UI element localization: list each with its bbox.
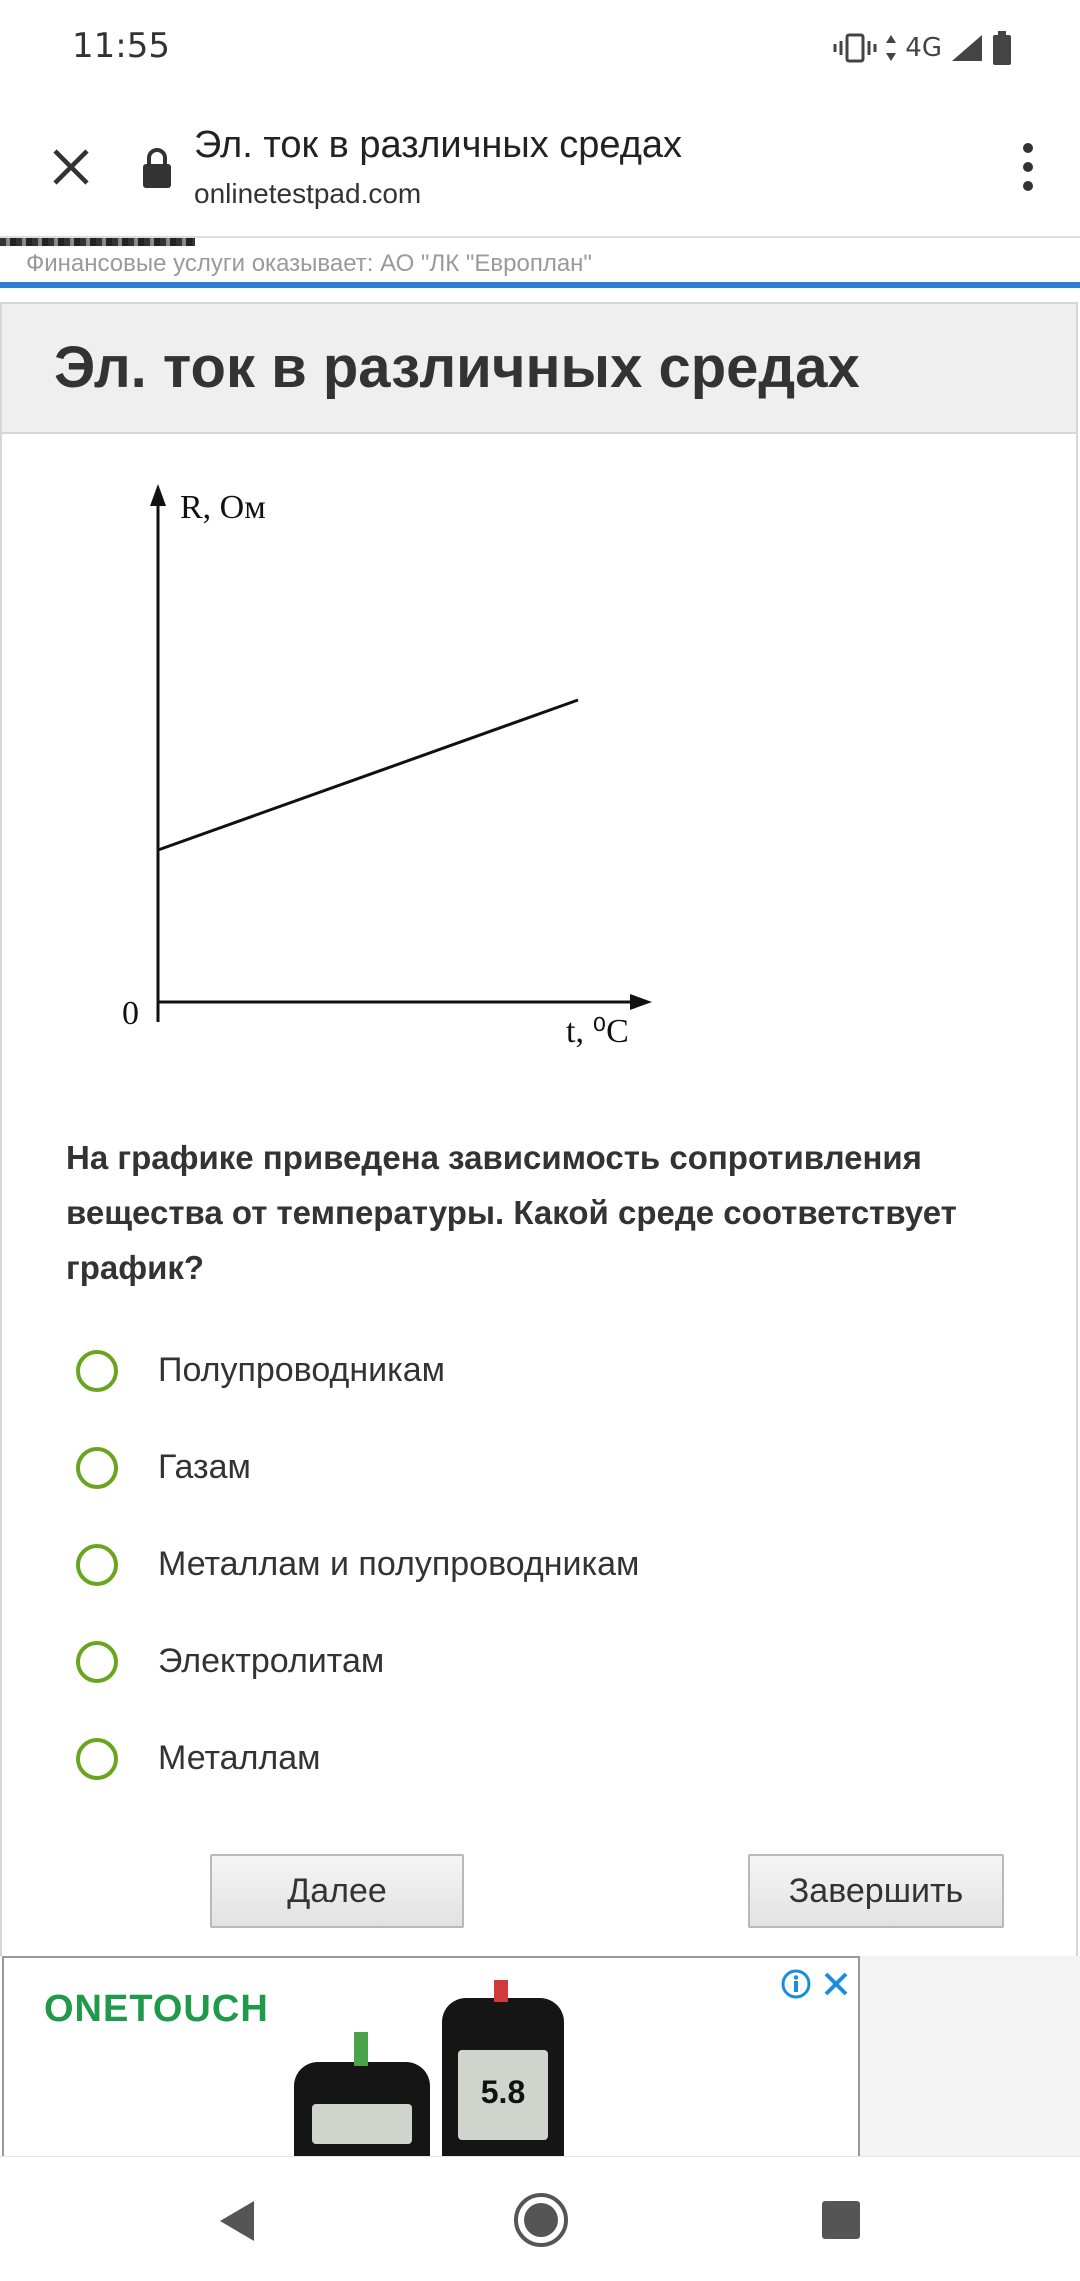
lock-icon	[140, 146, 174, 190]
ad-side-area	[860, 1956, 1080, 2156]
test-content	[0, 302, 1078, 1956]
ad-meter-reading: 5.8	[480, 2074, 526, 2110]
vibrate-icon	[833, 33, 877, 63]
radio-button[interactable]	[76, 1350, 118, 1392]
ad-banner[interactable]	[2, 1956, 860, 2156]
banner-image	[0, 238, 195, 246]
data-arrows-icon	[885, 33, 897, 63]
x-axis-label: t, ⁰C	[566, 1013, 629, 1050]
battery-icon	[992, 31, 1012, 65]
ad-test-strip	[354, 2032, 368, 2066]
answer-option-label: Металлам	[158, 1739, 321, 1777]
answer-option[interactable]	[76, 1710, 976, 1807]
banner-text: Финансовые услуги оказывает: АО "ЛК "Европлан"	[26, 250, 592, 277]
answer-option[interactable]	[76, 1613, 976, 1710]
y-axis-label: R, Ом	[180, 489, 266, 526]
question-text: На графике приведена зависимость сопротивления вещества от температуры. Какой среде соответствует график?	[66, 1139, 957, 1286]
radio-button[interactable]	[76, 1738, 118, 1780]
status-icons	[833, 28, 1012, 68]
radio-button[interactable]	[76, 1447, 118, 1489]
ad-info-icon[interactable]	[780, 1968, 812, 2000]
resistance-line	[158, 700, 578, 850]
status-time: 11:55	[72, 26, 170, 66]
page-progress-line	[0, 282, 1080, 288]
x-axis-arrow-icon	[630, 994, 652, 1010]
resistance-temperature-graph	[112, 474, 672, 1054]
answer-option[interactable]	[76, 1516, 976, 1613]
finish-button[interactable]: Завершить	[748, 1854, 1004, 1928]
recents-icon[interactable]	[822, 2201, 860, 2239]
ad-brand-logo: ONETOUCH	[44, 1988, 269, 2030]
answer-option[interactable]	[76, 1419, 976, 1516]
back-icon[interactable]	[214, 2197, 262, 2245]
dot-icon	[1023, 143, 1033, 153]
answer-options	[76, 1322, 976, 1807]
answer-option-label: Электролитам	[158, 1642, 385, 1680]
page-url[interactable]: onlinetestpad.com	[194, 178, 422, 209]
ad-meter-small	[294, 2062, 430, 2156]
y-axis-arrow-icon	[150, 484, 166, 506]
origin-label: 0	[122, 995, 139, 1032]
close-icon	[51, 147, 91, 187]
close-button[interactable]	[36, 132, 106, 202]
ad-close-icon[interactable]	[818, 1966, 854, 2002]
answer-option-label: Полупроводникам	[158, 1351, 446, 1389]
system-nav-bar	[0, 2156, 1080, 2281]
browser-toolbar	[0, 96, 1080, 236]
answer-option-label: Газам	[158, 1448, 251, 1486]
signal-icon	[950, 33, 984, 63]
test-header	[2, 304, 1076, 434]
dot-icon	[1023, 181, 1033, 191]
ad-meter-screen	[312, 2104, 412, 2144]
answer-option-label: Металлам и полупроводникам	[158, 1545, 640, 1583]
ad-banner-strip[interactable]	[0, 236, 1080, 288]
status-bar	[0, 0, 1080, 96]
network-type: 4G	[905, 33, 942, 63]
more-menu-button[interactable]	[998, 132, 1058, 202]
page-title: Эл. ток в различных средах	[194, 124, 683, 166]
radio-button[interactable]	[76, 1544, 118, 1586]
radio-button[interactable]	[76, 1641, 118, 1683]
answer-option[interactable]	[76, 1322, 976, 1419]
dot-icon	[1023, 162, 1033, 172]
test-title: Эл. ток в различных средах	[54, 335, 860, 400]
home-icon[interactable]	[512, 2191, 570, 2249]
ad-test-strip	[494, 1980, 508, 2002]
next-button[interactable]: Далее	[210, 1854, 464, 1928]
ad-meter-large	[442, 1998, 564, 2156]
